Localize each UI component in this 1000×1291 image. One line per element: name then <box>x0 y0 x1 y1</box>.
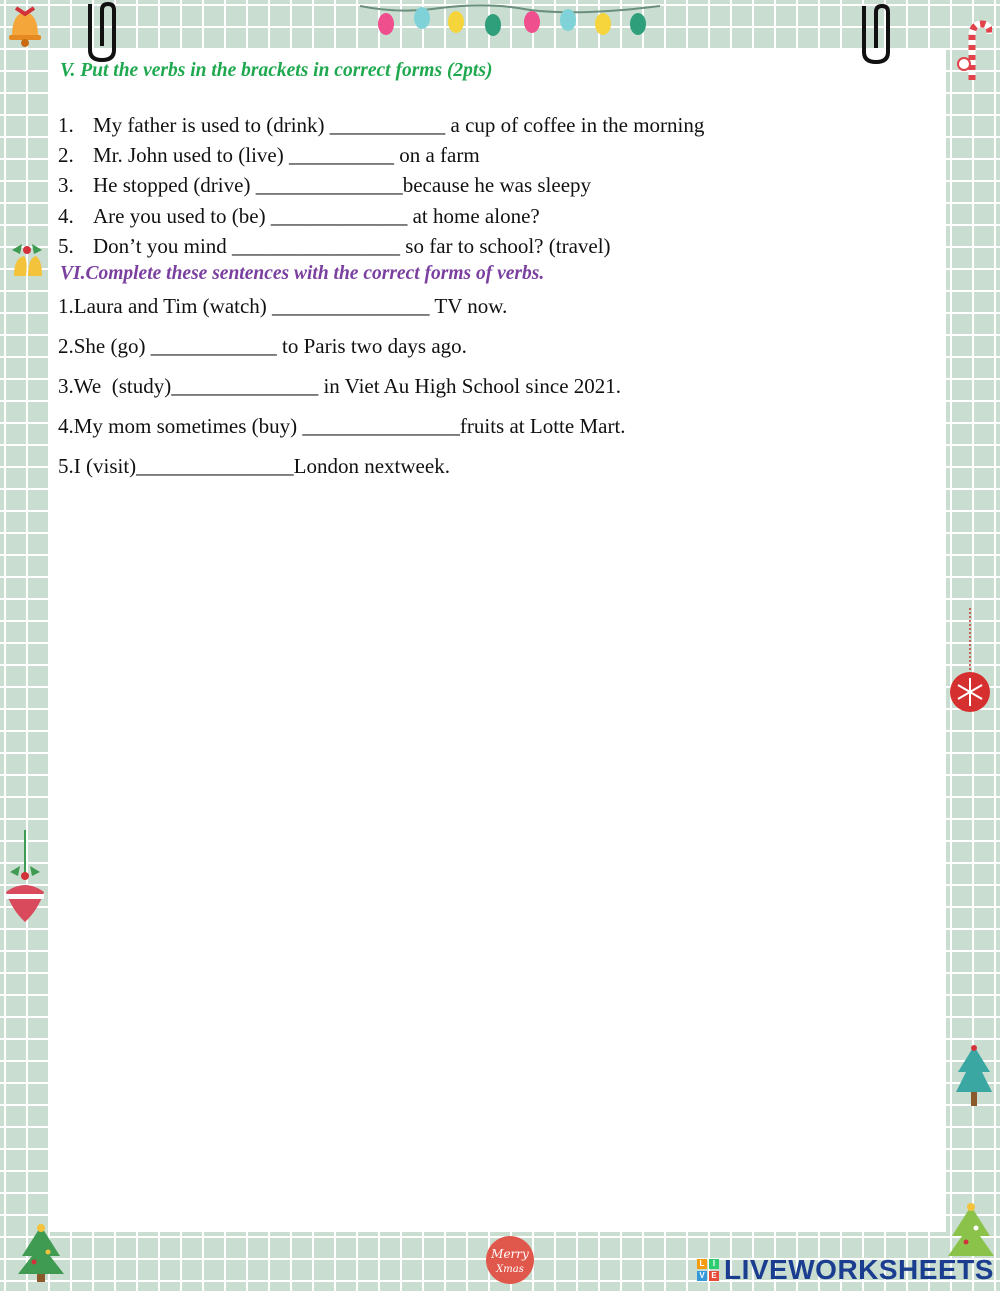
christmas-tree-icon <box>954 1042 994 1112</box>
item-text: My father is used to (drink) ___________ a cup of coffee in the morning <box>93 113 705 137</box>
item-number: 1. <box>58 113 74 137</box>
string-lights-icon <box>360 0 660 46</box>
list-item <box>58 113 704 137</box>
list-item: 3.We (study)______________ in Viet Au High School since 2021. <box>58 374 622 398</box>
logo-letter: V <box>697 1271 707 1281</box>
item-text: Don’t you mind ________________ so far to school? (travel) <box>93 234 611 258</box>
holly-bells-icon <box>6 240 48 284</box>
merry-xmas-stamp <box>482 1234 538 1286</box>
logo-text: LIVEWORKSHEETS <box>724 1254 994 1285</box>
liveworksheets-logo[interactable] <box>696 1255 994 1285</box>
list-item: 1.Laura and Tim (watch) _______________ TV now. <box>58 294 508 318</box>
item-number: 3. <box>58 173 74 197</box>
item-text: Are you used to (be) _____________ at home alone? <box>93 204 540 228</box>
list-item: 5.I (visit)_______________London nextweek. <box>58 454 450 478</box>
snowflake-ornament-icon <box>946 608 994 714</box>
section-vi-heading: VI.Complete these sentences with the correct forms of verbs. <box>60 263 545 284</box>
christmas-tree-icon <box>946 1200 996 1260</box>
list-item <box>58 204 540 228</box>
item-number: 5. <box>58 234 74 258</box>
logo-letter: I <box>709 1259 719 1269</box>
list-item: 2.She (go) ____________ to Paris two days ago. <box>58 334 467 358</box>
item-text: He stopped (drive) ______________because he was sleepy <box>93 173 592 197</box>
stamp-line2: Xmas <box>496 1264 524 1275</box>
list-item: 4.My mom sometimes (buy) _______________fruits at Lotte Mart. <box>58 414 626 438</box>
logo-letter: L <box>697 1259 707 1269</box>
item-text: Mr. John used to (live) __________ on a farm <box>93 143 480 167</box>
item-number: 2. <box>58 143 74 167</box>
paperclip-icon <box>856 2 898 66</box>
hanging-ornament-icon <box>2 830 48 926</box>
item-number: 4. <box>58 204 74 228</box>
logo-letter: E <box>709 1271 719 1281</box>
candy-cane-icon <box>952 14 992 84</box>
list-item <box>58 143 480 167</box>
paperclip-icon <box>82 0 124 64</box>
section-v-heading: V. Put the verbs in the brackets in correct forms (2pts) <box>60 60 493 81</box>
list-item <box>58 173 591 197</box>
list-item <box>58 234 611 258</box>
bell-icon <box>4 2 46 48</box>
stamp-line1: Merry <box>491 1247 529 1261</box>
christmas-tree-icon <box>16 1222 66 1284</box>
